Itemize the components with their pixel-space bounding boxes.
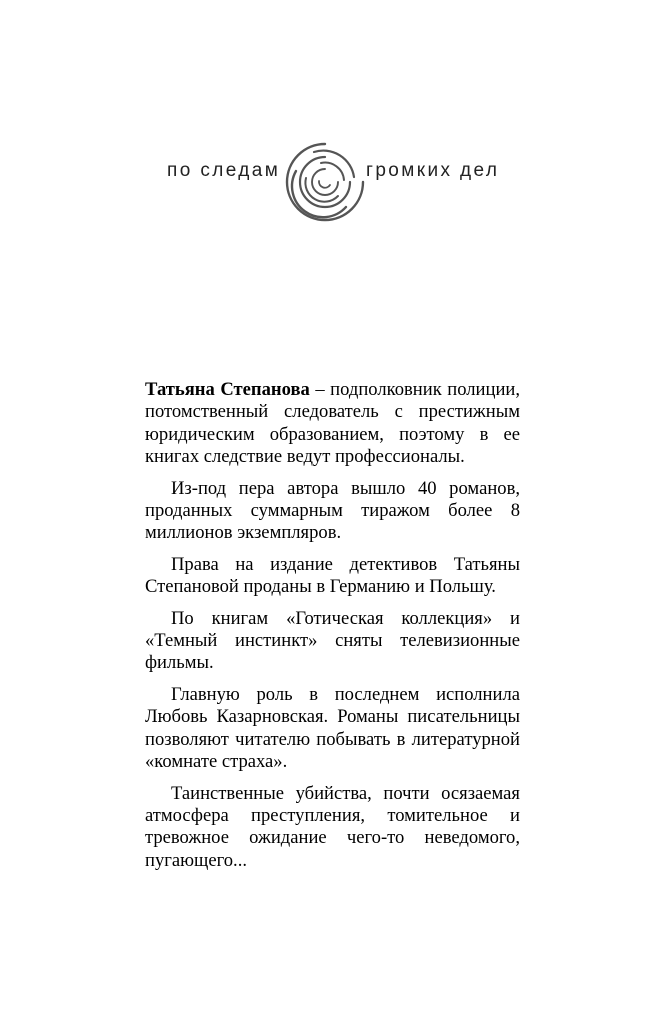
series-title-right: громких дел (366, 160, 500, 181)
series-header (0, 138, 661, 228)
spiral-icon (284, 141, 366, 223)
bio-paragraph-3: Права на издание детективов Татьяны Степановой проданы в Германию и Польшу. (145, 553, 520, 598)
spiral-arc (300, 157, 350, 207)
spiral-arc (305, 178, 338, 202)
series-title-left: по следам (167, 160, 281, 181)
spiral-arc (321, 163, 344, 180)
bio-paragraph-6: Таинственные убийства, почти осязаемая атмосфера преступления, томительное и тревожное ожидание чего-то неведомого, пугающего... (145, 782, 520, 871)
spiral-arc (312, 169, 338, 195)
bio-paragraph-1 (145, 379, 520, 469)
author-name: Татьяна Степанова (145, 379, 310, 400)
spiral-arc (287, 144, 363, 220)
spiral-arc (319, 181, 330, 188)
bio-paragraph-5: Главную роль в последнем исполнила Любовь Казарновская. Романы писательницы позволяют читателю побывать в литературной «комнате страха». (145, 683, 520, 773)
bio-paragraph-2: Из-под пера автора вышло 40 романов, проданных суммарным тиражом более 8 миллионов экземпляров. (145, 477, 520, 544)
bio-paragraph-4: По книгам «Готическая коллекция» и «Темный инстинкт» сняты телевизионные фильмы. (145, 607, 520, 674)
author-bio (145, 379, 520, 881)
bio-intro-text: – подполковник полиции, потомственный следователь с престижным юридическим образованием, поэтому в ее книгах следствие ведут профессионалы. (145, 379, 520, 468)
